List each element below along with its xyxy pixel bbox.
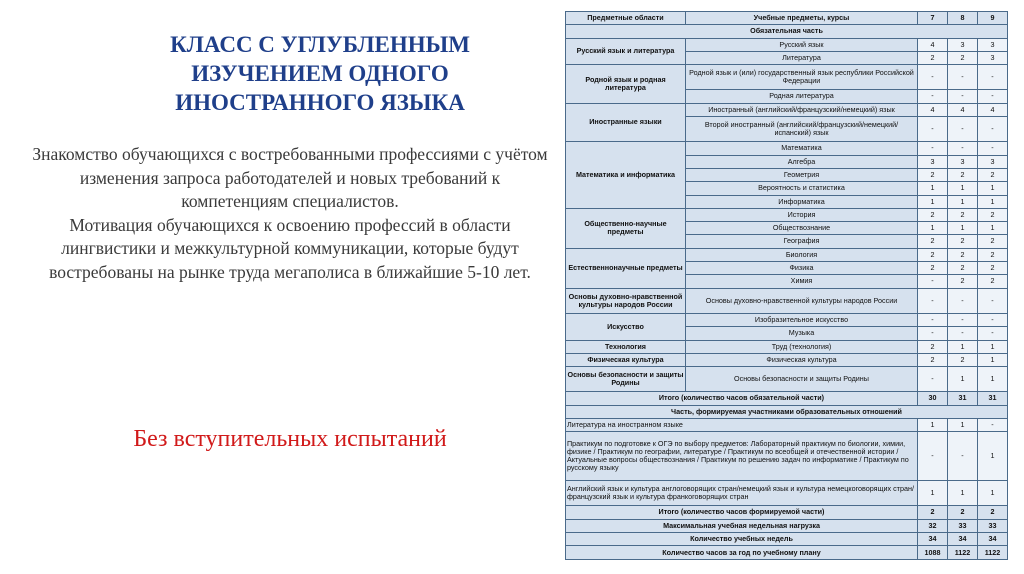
curriculum-table	[565, 11, 1008, 560]
title-line-3: ИНОСТРАННОГО ЯЗЫКА	[175, 90, 465, 115]
grade-8-hours: 3	[948, 155, 978, 168]
grade-8-hours: 3	[948, 38, 978, 51]
grade-7-hours: 4	[918, 103, 948, 116]
subject-cell: Литература	[686, 51, 918, 64]
grade-7-hours: 1	[918, 195, 948, 208]
grade-7-hours: -	[918, 327, 948, 340]
grade-9-hours: 1	[978, 222, 1008, 235]
grade-8-hours: 2	[948, 168, 978, 181]
total-label: Итого (количество часов формируемой части)	[566, 506, 918, 519]
table-header-cell: 9	[978, 12, 1008, 25]
grade-8-hours: -	[948, 313, 978, 326]
grade-8-hours: -	[948, 432, 978, 481]
table-row	[566, 432, 1008, 481]
page-title	[60, 30, 580, 117]
description-paragraph-1: Знакомство обучающихся с востребованными профессиями с учётом изменения запроса работодателей и новых требований к компетенциям специалистов.	[32, 144, 548, 211]
grade-9-hours: 2	[978, 168, 1008, 181]
subject-area-cell: Русский язык и литература	[566, 38, 686, 65]
subject-area-cell: Математика и информатика	[566, 142, 686, 209]
grade-9-hours: 1	[978, 367, 1008, 392]
grade-7-hours: -	[918, 65, 948, 90]
grade-9-hours: 2	[978, 208, 1008, 221]
subject-cell: Химия	[686, 275, 918, 288]
subject-cell: Алгебра	[686, 155, 918, 168]
grade-7-hours: -	[918, 275, 948, 288]
total-row	[566, 533, 1008, 546]
subject-cell: История	[686, 208, 918, 221]
grade-7-hours: -	[918, 367, 948, 392]
grade-8-hours: 1	[948, 195, 978, 208]
grade-7-hours: 1	[918, 182, 948, 195]
grade-8-hours: -	[948, 142, 978, 155]
grade-9-hours: -	[978, 313, 1008, 326]
grade-7-hours: 32	[918, 519, 948, 532]
grade-9-hours: 1	[978, 432, 1008, 481]
subject-cell: Физика	[686, 262, 918, 275]
subject-area-cell: Физическая культура	[566, 353, 686, 366]
grade-7-hours: 2	[918, 235, 948, 248]
subject-area-cell: Основы духовно-нравственной культуры народов России	[566, 288, 686, 313]
table-header-cell: 8	[948, 12, 978, 25]
table-row	[566, 340, 1008, 353]
grade-8-hours: 2	[948, 506, 978, 519]
grade-9-hours: 2	[978, 235, 1008, 248]
grade-9-hours: 4	[978, 103, 1008, 116]
grade-7-hours: 2	[918, 248, 948, 261]
grade-8-hours: -	[948, 288, 978, 313]
table-row	[566, 38, 1008, 51]
description-paragraph-2: Мотивация обучающихся к освоению профессий в области лингвистики и межкультурной коммуникации, которые будут востребованы на рынке труда мегаполиса в ближайшие 5-10 лет.	[49, 214, 531, 282]
grade-9-hours: 1	[978, 481, 1008, 506]
grade-9-hours: -	[978, 65, 1008, 90]
grade-8-hours: 2	[948, 275, 978, 288]
subject-area-cell: Общественно-научные предметы	[566, 208, 686, 248]
section-row	[566, 25, 1008, 38]
grade-9-hours: 2	[978, 275, 1008, 288]
grade-7-hours: 34	[918, 533, 948, 546]
subject-cell: Музыка	[686, 327, 918, 340]
table-row	[566, 103, 1008, 116]
grade-7-hours: 1	[918, 222, 948, 235]
grade-8-hours: 1	[948, 182, 978, 195]
grade-7-hours: 1	[918, 418, 948, 431]
grade-7-hours: 2	[918, 262, 948, 275]
grade-8-hours: 31	[948, 392, 978, 405]
grade-8-hours: 1122	[948, 546, 978, 560]
grade-9-hours: 33	[978, 519, 1008, 532]
subject-cell: Физическая культура	[686, 353, 918, 366]
grade-9-hours: 1	[978, 182, 1008, 195]
table-row	[566, 142, 1008, 155]
subject-cell: Вероятность и статистика	[686, 182, 918, 195]
grade-7-hours: 1088	[918, 546, 948, 560]
subject-cell: Родной язык и (или) государственный язык республики Российской Федерации	[686, 65, 918, 90]
title-line-2: ИЗУЧЕНИЕМ ОДНОГО	[191, 61, 449, 86]
grade-9-hours: 1	[978, 353, 1008, 366]
table-row	[566, 418, 1008, 431]
grade-8-hours: 2	[948, 248, 978, 261]
grade-7-hours: -	[918, 432, 948, 481]
optional-course-cell: Практикум по подготовке к ОГЭ по выбору предметов: Лабораторный практикум по биологии, химии, физике / Практикум по географии, литературе / Практикум по всеобщей и отечественной истории / Актуальные вопросы обществознания / Практикум по решению задач по информатике / Практикум по русскому языку	[566, 432, 918, 481]
grade-9-hours: 1	[978, 340, 1008, 353]
subject-area-cell: Технология	[566, 340, 686, 353]
subject-cell: Геометрия	[686, 168, 918, 181]
grade-7-hours: -	[918, 288, 948, 313]
grade-8-hours: 2	[948, 208, 978, 221]
total-row	[566, 506, 1008, 519]
grade-9-hours: 2	[978, 506, 1008, 519]
subject-area-cell: Иностранные языки	[566, 103, 686, 142]
grade-8-hours: -	[948, 117, 978, 142]
total-row	[566, 546, 1008, 560]
grade-8-hours: 2	[948, 262, 978, 275]
section-title: Обязательная часть	[566, 25, 1008, 38]
curriculum-table-container	[565, 11, 1007, 560]
table-header-row	[566, 12, 1008, 25]
total-label: Количество часов за год по учебному плану	[566, 546, 918, 560]
grade-7-hours: 2	[918, 51, 948, 64]
subject-cell: Основы духовно-нравственной культуры народов России	[686, 288, 918, 313]
grade-9-hours: 31	[978, 392, 1008, 405]
subject-cell: Математика	[686, 142, 918, 155]
total-row	[566, 392, 1008, 405]
grade-8-hours: 2	[948, 353, 978, 366]
table-row	[566, 353, 1008, 366]
grade-7-hours: 1	[918, 481, 948, 506]
subject-cell: Родная литература	[686, 90, 918, 103]
subject-cell: Труд (технология)	[686, 340, 918, 353]
table-row	[566, 313, 1008, 326]
subject-area-cell: Родной язык и родная литература	[566, 65, 686, 104]
grade-8-hours: 4	[948, 103, 978, 116]
section-title: Часть, формируемая участниками образовательных отношений	[566, 405, 1008, 418]
subject-cell: Основы безопасности и защиты Родины	[686, 367, 918, 392]
table-row	[566, 208, 1008, 221]
grade-8-hours: 1	[948, 340, 978, 353]
section-row	[566, 405, 1008, 418]
grade-7-hours: 3	[918, 155, 948, 168]
grade-8-hours: 1	[948, 222, 978, 235]
grade-9-hours: 1	[978, 195, 1008, 208]
grade-9-hours: -	[978, 288, 1008, 313]
grade-8-hours: 1	[948, 418, 978, 431]
grade-9-hours: 2	[978, 248, 1008, 261]
grade-8-hours: 33	[948, 519, 978, 532]
subject-cell: География	[686, 235, 918, 248]
total-label: Итого (количество часов обязательной части)	[566, 392, 918, 405]
grade-8-hours: -	[948, 65, 978, 90]
grade-9-hours: -	[978, 142, 1008, 155]
subject-cell: Изобразительное искусство	[686, 313, 918, 326]
total-row	[566, 519, 1008, 532]
optional-course-cell: Английский язык и культура англоговорящих стран/немецкий язык и культура немецкоговорящих стран/французский язык и культура франкоговорящих стран	[566, 481, 918, 506]
grade-9-hours: 3	[978, 155, 1008, 168]
subject-cell: Биология	[686, 248, 918, 261]
grade-8-hours: 1	[948, 367, 978, 392]
table-row	[566, 481, 1008, 506]
grade-8-hours: 34	[948, 533, 978, 546]
grade-7-hours: -	[918, 142, 948, 155]
grade-7-hours: 30	[918, 392, 948, 405]
subject-cell: Иностранный (английский/французский/немецкий) язык	[686, 103, 918, 116]
admission-note: Без вступительных испытаний	[133, 426, 447, 452]
grade-9-hours: 34	[978, 533, 1008, 546]
table-row	[566, 288, 1008, 313]
description	[30, 143, 550, 284]
subject-cell: Второй иностранный (английский/французский/немецкий/испанский) язык	[686, 117, 918, 142]
grade-9-hours: 2	[978, 262, 1008, 275]
grade-7-hours: 2	[918, 353, 948, 366]
grade-9-hours: 1122	[978, 546, 1008, 560]
total-label: Максимальная учебная недельная нагрузка	[566, 519, 918, 532]
grade-7-hours: 2	[918, 208, 948, 221]
grade-8-hours: 1	[948, 481, 978, 506]
subject-area-cell: Основы безопасности и защиты Родины	[566, 367, 686, 392]
grade-8-hours: -	[948, 327, 978, 340]
table-row	[566, 248, 1008, 261]
table-header-cell: Предметные области	[566, 12, 686, 25]
grade-7-hours: -	[918, 90, 948, 103]
table-row	[566, 367, 1008, 392]
title-line-1: КЛАСС С УГЛУБЛЕННЫМ	[170, 32, 470, 57]
grade-7-hours: 2	[918, 340, 948, 353]
grade-8-hours: -	[948, 90, 978, 103]
grade-9-hours: 3	[978, 38, 1008, 51]
table-header-cell: Учебные предметы, курсы	[686, 12, 918, 25]
subject-area-cell: Естественнонаучные предметы	[566, 248, 686, 288]
grade-7-hours: 2	[918, 168, 948, 181]
grade-7-hours: -	[918, 117, 948, 142]
grade-9-hours: 3	[978, 51, 1008, 64]
table-row	[566, 65, 1008, 90]
grade-7-hours: -	[918, 313, 948, 326]
subject-area-cell: Искусство	[566, 313, 686, 340]
total-label: Количество учебных недель	[566, 533, 918, 546]
grade-8-hours: 2	[948, 235, 978, 248]
grade-8-hours: 2	[948, 51, 978, 64]
subject-cell: Информатика	[686, 195, 918, 208]
table-header-cell: 7	[918, 12, 948, 25]
subject-cell: Обществознание	[686, 222, 918, 235]
grade-9-hours: -	[978, 90, 1008, 103]
grade-7-hours: 2	[918, 506, 948, 519]
grade-9-hours: -	[978, 117, 1008, 142]
grade-9-hours: -	[978, 327, 1008, 340]
optional-course-cell: Литература на иностранном языке	[566, 418, 918, 431]
grade-7-hours: 4	[918, 38, 948, 51]
subject-cell: Русский язык	[686, 38, 918, 51]
grade-9-hours: -	[978, 418, 1008, 431]
